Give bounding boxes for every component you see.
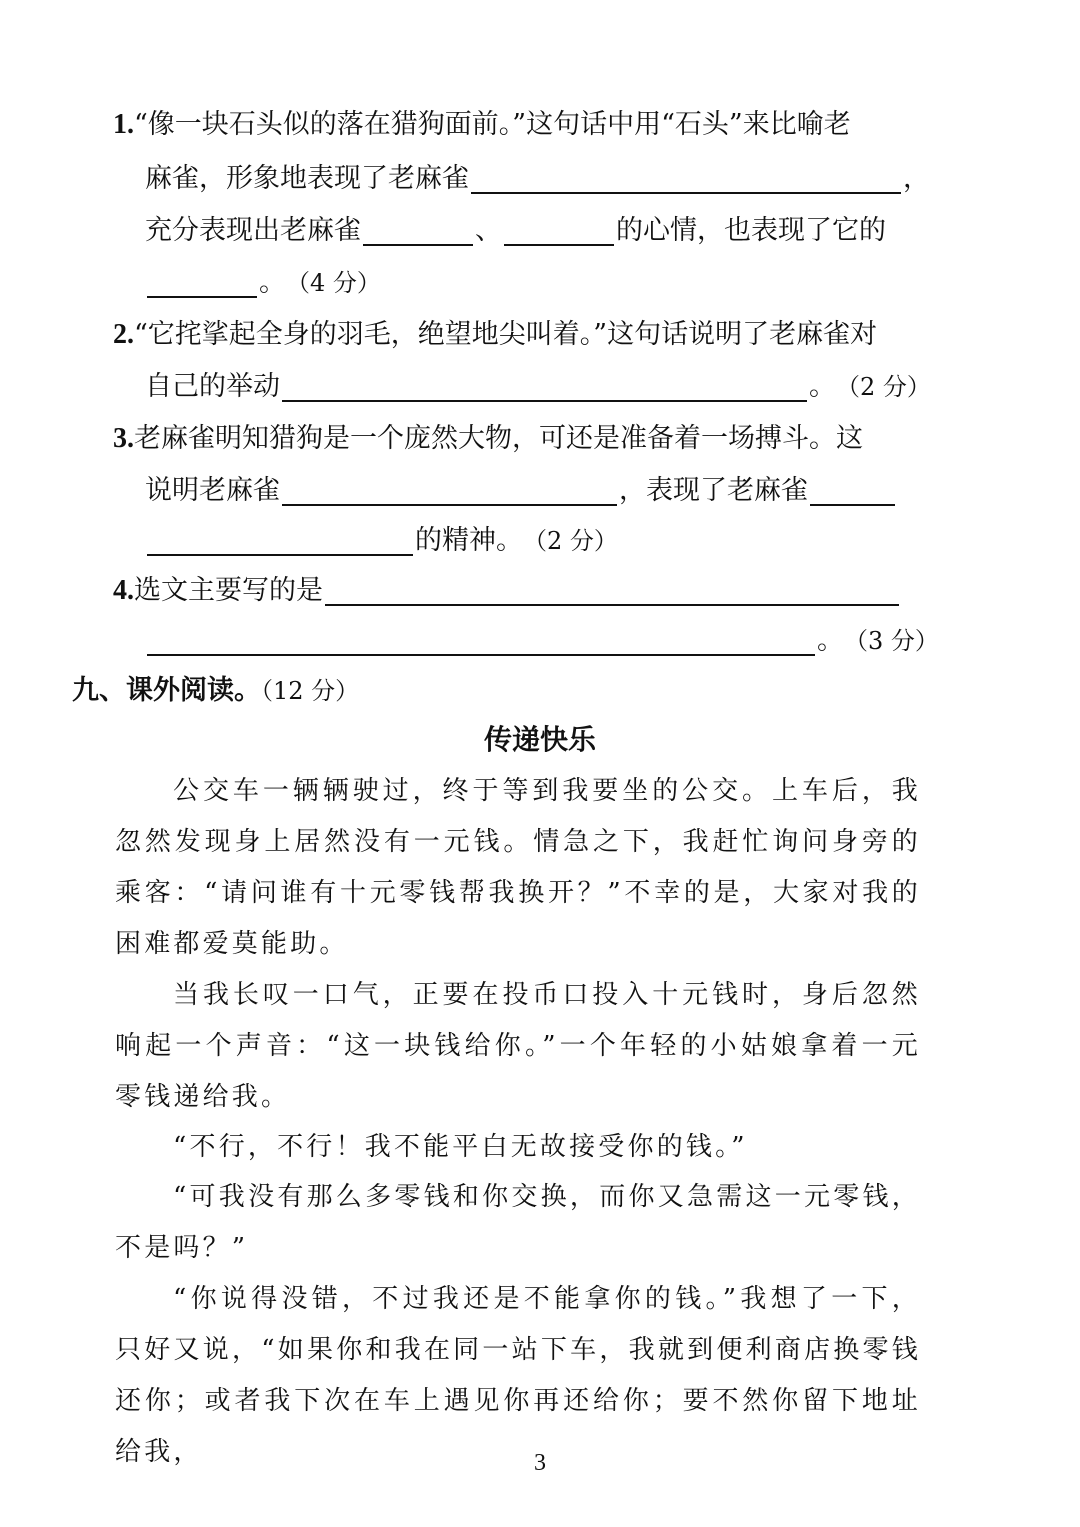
- question-1-number: 1.: [113, 109, 134, 140]
- question-3-text: 老麻雀明知猎狗是一个庞然大物，可还是准备着一场搏斗。这: [134, 423, 863, 454]
- question-4-number: 4.: [113, 575, 134, 606]
- punctuation: 。: [817, 625, 844, 656]
- question-3-line-2: [145, 468, 897, 514]
- question-1-line-2: [145, 156, 930, 202]
- answer-blank[interactable]: [147, 266, 257, 298]
- question-3-text-4: 的精神。: [415, 525, 523, 556]
- score-label: （3 分）: [844, 627, 939, 655]
- passage-paragraph-3: “不行，不行！我不能平白无故接受你的钱。”: [173, 1132, 748, 1162]
- question-1-text-4: 的心情，也表现了它的: [616, 215, 886, 246]
- question-4-line-1: [113, 568, 901, 614]
- question-2-line-2: [145, 364, 931, 410]
- question-1-line-4: [145, 260, 381, 306]
- answer-blank[interactable]: [282, 474, 617, 506]
- question-3-number: 3.: [113, 423, 134, 454]
- question-2-number: 2.: [113, 319, 134, 350]
- answer-blank[interactable]: [810, 474, 895, 506]
- passage-paragraph-2: 当我长叹一口气，正要在投币口投入十元钱时，身后忽然响起一个声音：“这一块钱给你。”一个年轻的小姑娘拿着一元零钱递给我。: [115, 980, 921, 1112]
- score-label: （4 分）: [286, 269, 381, 297]
- question-2-text: “它挓挲起全身的羽毛，绝望地尖叫着。”这句话说明了老麻雀对: [134, 319, 878, 350]
- answer-blank[interactable]: [325, 574, 899, 606]
- punctuation: ，: [903, 163, 930, 194]
- question-1-line-3: [145, 208, 886, 254]
- passage-paragraph-4: “可我没有那么多零钱和你交换，而你又急需这一元零钱，不是吗？”: [115, 1182, 921, 1263]
- question-1-text-2: 麻雀，形象地表现了老麻雀: [145, 163, 469, 194]
- passage-title: 传递快乐: [483, 723, 596, 756]
- question-1-text: “像一块石头似的落在猎狗面前。”这句话中用“石头”来比喻老: [134, 109, 851, 140]
- answer-blank[interactable]: [363, 214, 473, 246]
- punctuation: 。: [259, 267, 286, 298]
- page-number: 3: [534, 1450, 546, 1476]
- passage-paragraph-5: “你说得没错，不过我还是不能拿你的钱。”我想了一下，只好又说，“如果你和我在同一站下车，我就到便利商店换零钱还你；或者我下次在车上遇见你再还给你；要不然你留下地址给我，: [115, 1284, 921, 1467]
- section-label: 九、课外阅读。: [72, 675, 261, 706]
- section-heading: [72, 668, 359, 707]
- question-4-text: 选文主要写的是: [134, 575, 323, 606]
- answer-blank[interactable]: [147, 524, 413, 556]
- answer-blank[interactable]: [504, 214, 614, 246]
- question-3-line-1: [113, 416, 863, 462]
- question-3-line-3: [145, 518, 618, 564]
- question-2-line-1: [113, 312, 877, 358]
- passage-paragraph-1: 公交车一辆辆驶过，终于等到我要坐的公交。上车后，我忽然发现身上居然没有一元钱。情急之下，我赶忙询问身旁的乘客：“请问谁有十元零钱帮我换开？”不幸的是，大家对我的困难都爱莫能助。: [115, 776, 921, 959]
- answer-blank[interactable]: [147, 624, 815, 656]
- question-1-line-1: [113, 102, 851, 148]
- question-3-text-2: 说明老麻雀: [145, 475, 280, 506]
- question-4-line-2: [145, 618, 939, 664]
- answer-blank[interactable]: [282, 370, 807, 402]
- question-3-text-3: ，表现了老麻雀: [619, 475, 808, 506]
- question-1-text-3: 充分表现出老麻雀: [145, 215, 361, 246]
- section-score: （12 分）: [261, 677, 360, 705]
- answer-blank[interactable]: [471, 162, 901, 194]
- question-2-text-2: 自己的举动: [145, 371, 280, 402]
- score-label: （2 分）: [523, 527, 618, 555]
- punctuation: 。: [809, 371, 836, 402]
- score-label: （2 分）: [836, 373, 931, 401]
- punctuation: 、: [475, 215, 502, 246]
